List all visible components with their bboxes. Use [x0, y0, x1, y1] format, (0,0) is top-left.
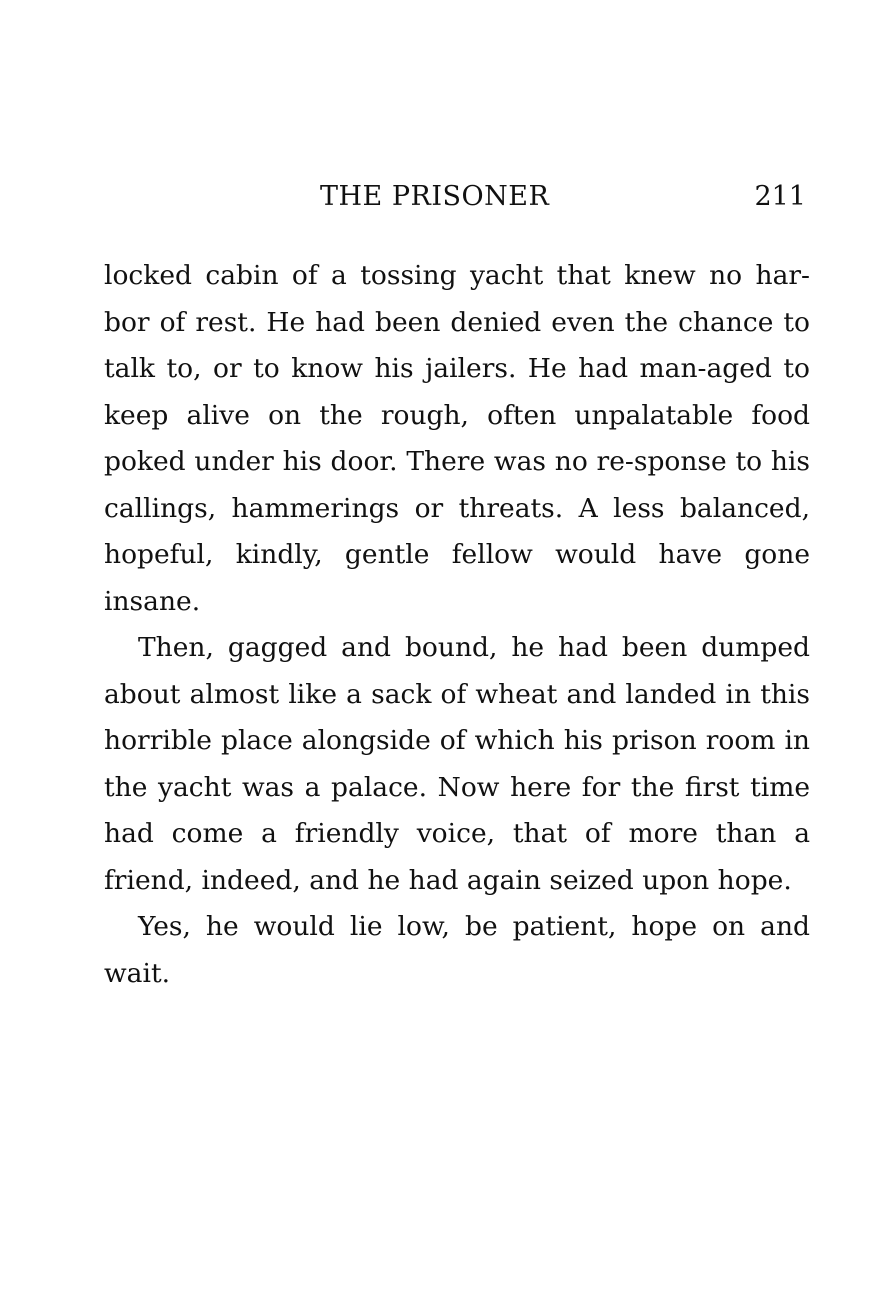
paragraph: Yes, he would lie low, be patient, hope on and wait.: [104, 911, 810, 989]
paragraph-continuation: locked cabin of a tossing yacht that knew no har-bor of rest. He had been denied even the chance to talk to, or to know his jailers. He had man-aged to keep alive on the rough, often unpalatable food poked under his door. There was no re-sponse to his callings, hammerings or threats. A less balanced, hopeful, kindly, gentle fellow would have gone insane.: [104, 260, 810, 617]
paragraph: Then, gagged and bound, he had been dumped about almost like a sack of wheat and landed in this horrible place alongside of which his prison room in the yacht was a palace. Now here for the first time had come a friendly voice, that of more than a friend, indeed, and he had again seized upon hope.: [104, 632, 810, 896]
body-text: [104, 253, 810, 997]
page-number: 211: [754, 181, 806, 212]
running-head: [104, 181, 806, 221]
running-title: THE PRISONER: [320, 181, 550, 212]
